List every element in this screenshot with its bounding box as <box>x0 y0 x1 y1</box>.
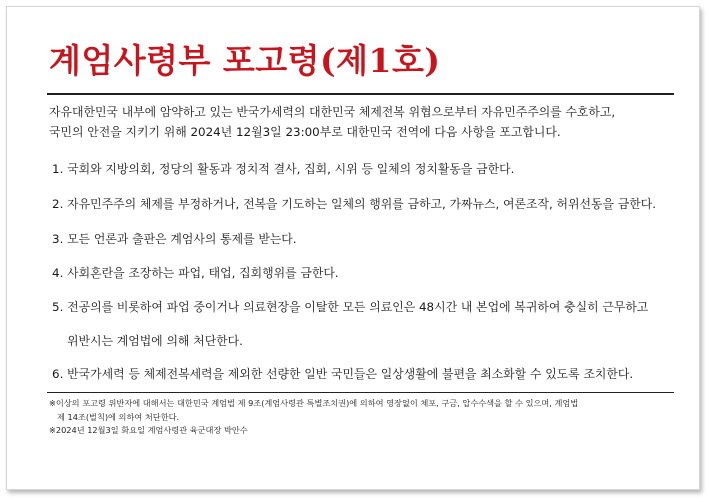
item-text: 국회와 지방의회, 정당의 활동과 정치적 결사, 집회, 시위 등 일체의 정치활동을 금한다. <box>67 162 515 176</box>
footnotes <box>49 397 689 438</box>
intro-line-1: 자유대한민국 내부에 암약하고 있는 반국가세력의 대한민국 체제전복 위협으로부터 자유민주주의를 수호하고, <box>49 105 616 119</box>
decree-item-2 <box>52 194 682 214</box>
item-number: 5. <box>52 300 64 314</box>
intro-line-2: 국민의 안전을 지키기 위해 2024년 12월3일 23:00부로 대한민국 전역에 다음 사항을 포고합니다. <box>49 125 561 139</box>
decree-document <box>6 6 700 490</box>
decree-item-5 <box>52 297 682 351</box>
decree-item-6 <box>52 364 682 384</box>
footnote-line-1: ※이상의 포고령 위반자에 대해서는 대한민국 계엄법 제 9조(계엄사령관 특별조치권)에 의하여 영장없이 체포, 구금, 압수수색을 할 수 있으며, 계엄법 <box>49 398 579 408</box>
footnote-divider <box>47 392 674 393</box>
document-title: 계엄사령부 포고령(제1호) <box>49 41 441 80</box>
footnote-line-3: ※2024년 12월3일 화요일 계엄사령관 육군대장 박안수 <box>49 425 248 435</box>
item-number: 2. <box>52 197 64 211</box>
intro-paragraph <box>49 102 679 142</box>
item-text: 모든 언론과 출판은 계엄사의 통제를 받는다. <box>67 232 297 246</box>
item-text-continued: 위반시는 계엄법에 의해 처단한다. <box>67 334 243 348</box>
decree-item-3 <box>52 229 682 249</box>
title-divider <box>47 93 674 95</box>
item-number: 3. <box>52 232 64 246</box>
footnote-line-2: 제 14조(벌칙)에 의하여 처단한다. <box>57 411 180 422</box>
item-text: 사회혼란을 조장하는 파업, 태업, 집회행위를 금한다. <box>67 266 339 280</box>
item-number: 6. <box>52 367 64 381</box>
item-text: 자유민주주의 체제를 부정하거나, 전복을 기도하는 일체의 행위를 금하고, 가짜뉴스, 여론조작, 허위선동을 금한다. <box>67 197 656 211</box>
decree-item-1 <box>52 159 682 179</box>
decree-item-4 <box>52 263 682 283</box>
item-number: 1. <box>52 162 64 176</box>
item-text: 전공의를 비롯하여 파업 중이거나 의료현장을 이탈한 모든 의료인은 48시간 내 본업에 복귀하여 충실히 근무하고 <box>67 300 649 314</box>
item-number: 4. <box>52 266 64 280</box>
item-text: 반국가세력 등 체제전복세력을 제외한 선량한 일반 국민들은 일상생활에 불편을 최소화할 수 있도록 조치한다. <box>67 367 634 381</box>
